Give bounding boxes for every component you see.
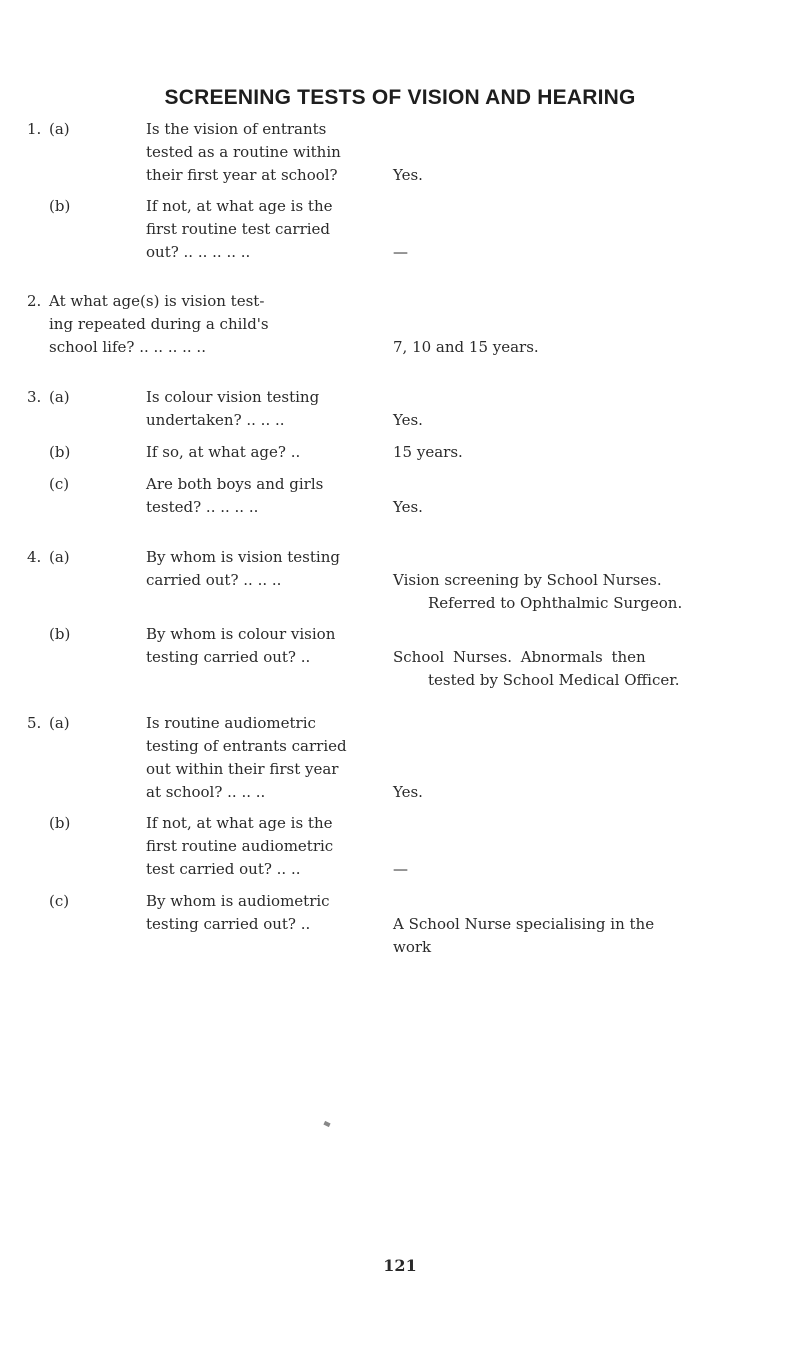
question-2-number: 2. <box>27 292 42 310</box>
question-1a-label: (a) <box>49 120 70 138</box>
question-5a-line: at school? .. .. .. <box>146 783 266 801</box>
question-3a-label: (a) <box>49 388 70 406</box>
question-5a-line: testing of entrants carried <box>146 737 347 755</box>
question-4-number: 4. <box>27 548 42 566</box>
page-title: SCREENING TESTS OF VISION AND HEARING <box>164 86 636 109</box>
answer-3a: Yes. <box>393 411 423 429</box>
question-4b-line: testing carried out? .. <box>146 648 311 666</box>
question-1a-line: tested as a routine within <box>146 143 341 161</box>
question-5b-line: test carried out? .. .. <box>146 860 301 878</box>
answer-1b: — <box>393 243 408 261</box>
question-2-line: school life? .. .. .. .. .. <box>49 338 206 356</box>
question-2-line: ing repeated during a child's <box>49 315 269 333</box>
question-5b-line: If not, at what age is the <box>146 814 333 832</box>
question-5c-line: testing carried out? .. <box>146 915 311 933</box>
question-3c-line: tested? .. .. .. .. <box>146 498 259 516</box>
question-3a-line: Is colour vision testing <box>146 388 320 406</box>
question-5-number: 5. <box>27 714 42 732</box>
question-4a-label: (a) <box>49 548 70 566</box>
question-5a-label: (a) <box>49 714 70 732</box>
question-5b-label: (b) <box>49 814 71 832</box>
question-3c-label: (c) <box>49 475 70 493</box>
question-3c-line: Are both boys and girls <box>146 475 324 493</box>
answer-4a-line: Vision screening by School Nurses. <box>393 571 662 589</box>
question-4b-label: (b) <box>49 625 71 643</box>
answer-4b-line: School Nurses. Abnormals then <box>393 648 646 666</box>
question-4a-line: carried out? .. .. .. <box>146 571 282 589</box>
answer-5c-line: work <box>393 938 432 956</box>
question-1b-line: If not, at what age is the <box>146 197 333 215</box>
question-5a-line: out within their first year <box>146 760 339 778</box>
print-mark <box>323 1121 330 1127</box>
page-number: 121 <box>383 1256 417 1275</box>
answer-3b: 15 years. <box>393 443 463 461</box>
question-1a-line: Is the vision of entrants <box>146 120 327 138</box>
question-3b-line: If so, at what age? .. <box>146 443 301 461</box>
question-4a-line: By whom is vision testing <box>146 548 340 566</box>
question-3b-label: (b) <box>49 443 71 461</box>
question-3a-line: undertaken? .. .. .. <box>146 411 285 429</box>
question-2-line: At what age(s) is vision test- <box>49 292 265 310</box>
question-5a-line: Is routine audiometric <box>146 714 316 732</box>
question-3-number: 3. <box>27 388 42 406</box>
answer-5a: Yes. <box>393 783 423 801</box>
question-1b-label: (b) <box>49 197 71 215</box>
question-1b-line: first routine test carried <box>146 220 331 238</box>
question-5c-label: (c) <box>49 892 70 910</box>
question-1-number: 1. <box>27 120 42 138</box>
answer-2: 7, 10 and 15 years. <box>393 338 539 356</box>
question-1b-line: out? .. .. .. .. .. <box>146 243 251 261</box>
question-5b-line: first routine audiometric <box>146 837 334 855</box>
answer-4b-line: tested by School Medical Officer. <box>428 671 680 689</box>
answer-5c-line: A School Nurse specialising in the <box>393 915 655 933</box>
answer-5b: — <box>393 860 408 878</box>
answer-3c: Yes. <box>393 498 423 516</box>
question-1a-line: their first year at school? <box>146 166 338 184</box>
answer-4a-line: Referred to Ophthalmic Surgeon. <box>428 594 683 612</box>
answer-1a: Yes. <box>393 166 423 184</box>
question-5c-line: By whom is audiometric <box>146 892 330 910</box>
question-4b-line: By whom is colour vision <box>146 625 336 643</box>
